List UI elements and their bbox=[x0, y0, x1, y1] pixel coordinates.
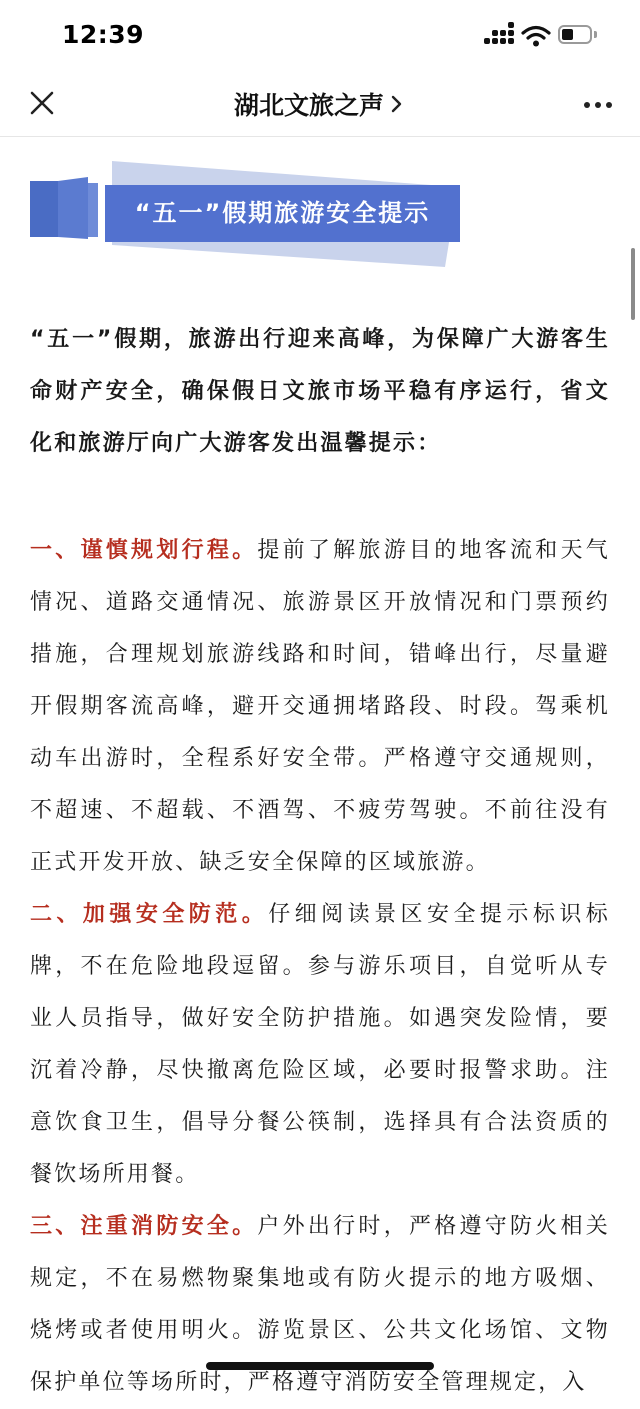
more-icon bbox=[584, 102, 590, 108]
section-paragraph bbox=[30, 1201, 610, 1409]
more-button[interactable] bbox=[580, 90, 616, 118]
battery-icon bbox=[558, 25, 592, 44]
nav-bar bbox=[0, 72, 640, 137]
account-name: 湖北文旅之声 bbox=[233, 91, 384, 120]
section-body: 仔细阅读景区安全提示标识标牌，不在危险地段逗留。参与游乐项目，自觉听从专业人员指导，做好安全防护措施。如遇突发险情，要沉着冷静，尽快撤离危险区域，必要时报警求助。注意饮食卫生，倡导分餐公筷制，选择具有合法资质的餐饮场所用餐。 bbox=[30, 902, 610, 1187]
status-bar bbox=[0, 0, 640, 72]
article-body bbox=[30, 525, 610, 1409]
chevron-right-icon bbox=[388, 93, 406, 115]
scroll-indicator[interactable] bbox=[631, 248, 635, 320]
account-title-link[interactable] bbox=[0, 86, 640, 122]
section-paragraph bbox=[30, 525, 610, 889]
section-heading: 三、注重消防安全。 bbox=[30, 1214, 258, 1239]
status-time: 12:39 bbox=[62, 20, 145, 49]
banner-title: “五一”假期旅游安全提示 bbox=[134, 199, 431, 227]
wifi-icon bbox=[521, 24, 551, 48]
section-heading: 二、加强安全防范。 bbox=[30, 902, 269, 927]
home-indicator[interactable] bbox=[206, 1362, 434, 1370]
section-paragraph bbox=[30, 889, 610, 1201]
section-body: 户外出行时，严格遵守防火相关规定，不在易燃物聚集地或有防火提示的地方吸烟、烧烤或者使用明火。游览景区、公共文化场馆、文物保护单位等场所时，严格遵守消防安全管理规定，入 bbox=[30, 1214, 610, 1395]
intro-paragraph: “五一”假期，旅游出行迎来高峰，为保障广大游客生命财产安全，确保假日文旅市场平稳有序运行，省文化和旅游厅向广大游客发出温馨提示： bbox=[30, 327, 610, 456]
battery-nub bbox=[594, 31, 597, 38]
section-heading: 一、谨慎规划行程。 bbox=[30, 538, 258, 563]
article-banner bbox=[30, 157, 610, 277]
section-body: 提前了解旅游目的地客流和天气情况、道路交通情况、旅游景区开放情况和门票预约措施，合理规划旅游线路和时间，错峰出行，尽量避开假期客流高峰，避开交通拥堵路段、时段。驾乘机动车出游时，全程系好安全带。严格遵守交通规则，不超速、不超载、不酒驾、不疲劳驾驶。不前往没有正式开发开放、缺乏安全保障的区域旅游。 bbox=[30, 538, 610, 875]
battery-level bbox=[562, 29, 573, 40]
signal-icon bbox=[484, 26, 516, 48]
